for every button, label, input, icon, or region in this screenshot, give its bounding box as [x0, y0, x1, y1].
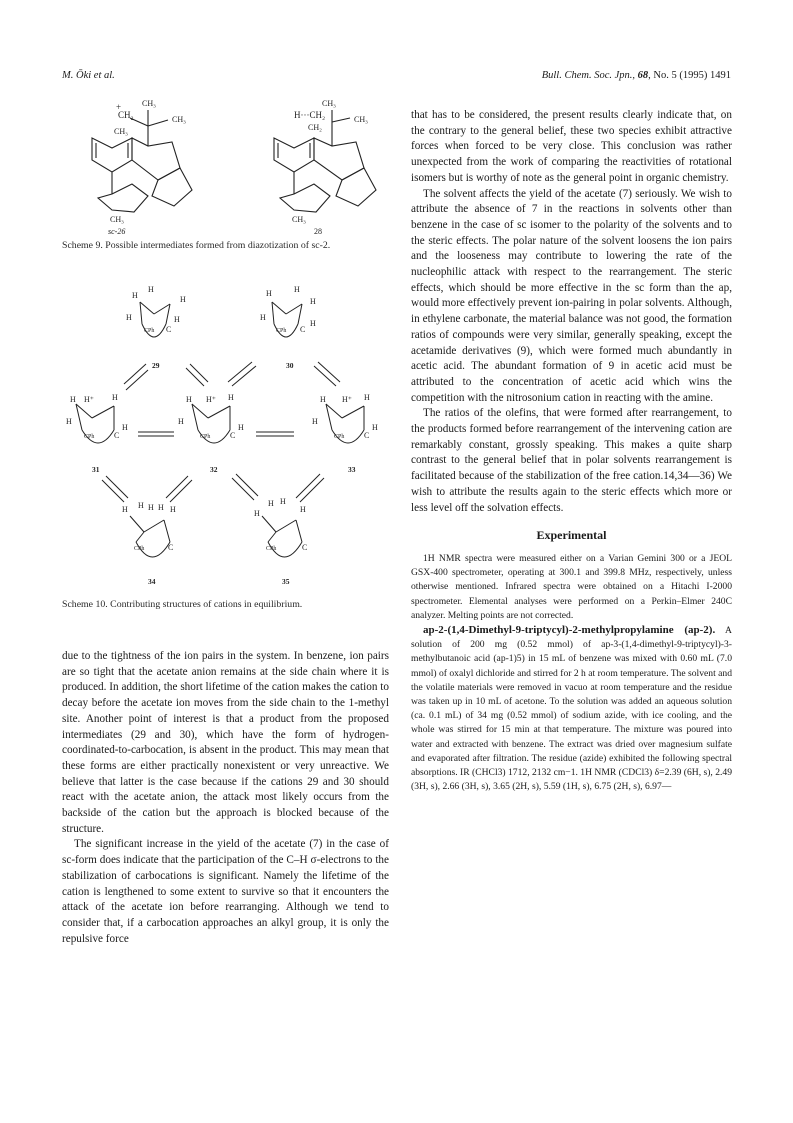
svg-text:CPh: CPh — [266, 546, 277, 552]
svg-text:CH₃: CH₃ — [114, 127, 128, 136]
svg-text:C: C — [114, 431, 120, 440]
label-28: 28 — [314, 227, 322, 236]
scheme9-figure — [62, 98, 389, 236]
svg-text:H: H — [148, 503, 154, 512]
svg-text:H: H — [158, 503, 164, 512]
svg-text:H: H — [228, 393, 234, 402]
paragraph-attractive-forces: that has to be considered, the present results clearly indicate that, on the contrary to the general belief, these two species exhibit attractive forces when forced to be very close. This conclusion was rather unexpected from the work of comparing the reactivities of rotational isomers but is worthy of note as the general point in organic chemistry. — [411, 109, 732, 184]
label-35: 35 — [282, 577, 290, 586]
svg-text:C: C — [302, 543, 308, 552]
svg-text:CPh: CPh — [200, 434, 211, 440]
svg-text:CH₃: CH₃ — [110, 215, 124, 224]
svg-text:C: C — [230, 431, 236, 440]
svg-text:H: H — [310, 319, 316, 328]
svg-text:H: H — [180, 295, 186, 304]
svg-text:H: H — [186, 395, 192, 404]
svg-text:H: H — [238, 423, 244, 432]
paragraph-acetate-yield: The significant increase in the yield of the acetate (7) in the case of sc-form does indicate that the participation of the C–H σ-electrons to the stabilization of carbocations is significant. Namely the lifetime of the cation is lengthened to some extent to survive so that it encounters the attack of the acetate ion before rearranging. Although we tend to consider that, if a carbocation approaches an alkyl group, it is only the repulsive force — [62, 838, 389, 945]
svg-text:H: H — [178, 417, 184, 426]
label-31: 31 — [92, 465, 100, 474]
svg-text:H: H — [126, 313, 132, 322]
structure-31 — [66, 393, 128, 443]
label-34: 34 — [148, 577, 156, 586]
structure-33 — [312, 393, 378, 443]
svg-text:C: C — [166, 325, 172, 334]
running-header-journal — [542, 70, 731, 81]
svg-text:H: H — [132, 291, 138, 300]
scheme10-figure — [62, 280, 389, 592]
paragraph-solvent-effects: The solvent affects the yield of the acetate (7) seriously. We wish to attribute the absence of 7 in the reactions in solvents other than benzene in the case of sc isomer to the polarity of the solvents and to the steric effects. The polar nature of the solvent loosens the ion pairs and the looseness may contribute to lowering the rate of the nucleophilic attack with respect to the rearrangement. The steric effects, which should be more effective in the sc form than the ap, would more effectively prevent ion-pairing in polar solvents. Although, in ethylene carbonate, the material balance was not good, the formation ratios of compounds were very similar, generally speaking, except the acetamide derivatives (9), which were formed much abundantly in acetic acid. The abundant formation of 9 in acetic acid must be attributed to the concentration of acetic acid which wins the competition with the nitrosonium cation in reacting with the amine. — [411, 187, 732, 404]
svg-text:H: H — [266, 289, 272, 298]
label-30: 30 — [286, 361, 294, 370]
molecule-sc26 — [92, 99, 192, 224]
svg-text:CH₂: CH₂ — [118, 110, 134, 120]
svg-text:C: C — [300, 325, 306, 334]
svg-text:H···CH₂: H···CH₂ — [294, 110, 326, 120]
svg-text:H: H — [312, 417, 318, 426]
svg-text:CH₃: CH₃ — [172, 115, 186, 124]
section-title-experimental: Experimental — [536, 528, 607, 543]
svg-text:H: H — [280, 497, 286, 506]
svg-text:H: H — [300, 505, 306, 514]
structure-29 — [126, 285, 186, 337]
svg-text:H: H — [260, 313, 266, 322]
svg-text:H: H — [254, 509, 260, 518]
scheme10-caption: Scheme 10. Contributing structures of cations in equilibrium. — [62, 599, 303, 610]
svg-text:H: H — [268, 499, 274, 508]
svg-text:H: H — [148, 285, 154, 294]
svg-text:CH₃: CH₃ — [142, 99, 156, 108]
structure-30 — [260, 285, 316, 337]
label-sc26: sc-26 — [108, 227, 126, 236]
svg-text:H: H — [372, 423, 378, 432]
svg-text:H: H — [66, 417, 72, 426]
svg-text:H: H — [294, 285, 300, 294]
paragraph-ion-pairs: due to the tightness of the ion pairs in the system. In benzene, ion pairs are so tight that the acetate anion remains at the side chain where it is produced. In addition, the short lifetime of the cation makes the cation to decay before the acetate ion moves from the side chain to the 1-methyl site. Another point of interest is that a product from the proposed intermediates (29 and 30), which have the form of hydrogen-coordinated-to-carbocation, is absent in the product. This may mean that these forms are either practically nonexistent or very unreactive. We believe that latter is the case because if the cations 29 and 30 should react with the acetate anion, the attack most likely occurs from the backside of the cation but the approach is blocked because of the structure. — [62, 650, 389, 835]
svg-text:CPh: CPh — [134, 546, 145, 552]
page-number: 1491 — [710, 70, 731, 81]
structure-34 — [122, 501, 176, 557]
svg-text:H: H — [138, 501, 144, 510]
journal-name: Bull. Chem. Soc. Jpn., — [541, 70, 636, 81]
label-33: 33 — [348, 465, 356, 474]
svg-text:H: H — [70, 395, 76, 404]
svg-text:H⁺: H⁺ — [342, 395, 352, 404]
left-column — [62, 649, 389, 947]
svg-text:C: C — [364, 431, 370, 440]
paragraph-olefin-ratios: The ratios of the olefins, that were formed after rearrangement, to the products formed before rearrangement of the intervening cation are remarkably constant, grossly speaking. This makes a quite sharp contrast to the general belief that in polar solvents rearrangement is facilitated because of the stabilization of the free cation.14,34—36) We wish to attribute the results again to the steric effects which more or less level off the solvation effects. — [411, 407, 732, 514]
svg-text:CH₃: CH₃ — [292, 215, 306, 224]
svg-text:C: C — [168, 543, 174, 552]
molecule-28 — [274, 99, 376, 224]
journal-volume: 68 — [637, 70, 649, 81]
synthesis-procedure: A solution of 200 mg (0.52 mmol) of ap-3-(1,4-dimethyl-9-triptycyl)-3-methylbutanoic acid (ap-1)5) in 15 mL of benzene was mixed with 0.60 mL (7.0 mmol) of oxalyl dichloride and stirred for 2 h at room temperature. The solvent and the volatile materials were removed in vacuo at room temperature and the residue was taken up in 10 mL of acetone. To the solution was added an aqueous solution (ca. 0.1 mL) of 34 mg (0.52 mmol) of sodium azide, with ice cooling, and the whole was stirred for 15 min at that temperature. The mixture was poured into water and extracted with benzene. The extract was dried over magnesium sulfate and evaporated after filtration. The residue (azide) exhibited the following spectral absorptions. IR (CHCl3) 1712, 2132 cm−1. 1H NMR (CDCl3) δ=2.39 (6H, s), 2.49 (3H, s), 2.66 (3H, s), 3.65 (2H, s), 5.59 (1H, s), 6.75 (2H, s), 6.97— — [411, 625, 733, 793]
right-column — [411, 108, 732, 794]
svg-text:H: H — [364, 393, 370, 402]
label-32: 32 — [210, 465, 218, 474]
svg-text:H: H — [112, 393, 118, 402]
compound-heading: ap-2-(1,4-Dimethyl-9-triptycyl)-2-methylpropylamine (ap-2). — [423, 624, 716, 636]
svg-text:H: H — [310, 297, 316, 306]
svg-text:H⁺: H⁺ — [84, 395, 94, 404]
svg-text:CH₃: CH₃ — [322, 99, 336, 108]
paragraph-instruments: 1H NMR spectra were measured either on a Varian Gemini 300 or a JEOL GSX-400 spectrometer, operating at 300.1 and 399.8 MHz, respectively, unless otherwise mentioned. Infrared spectra were obtained on a Hitachi I-2000 spectrometer. Elemental analyses were performed on a Perkin–Elmer 240C analyzer. Melting points are not corrected. — [411, 552, 732, 621]
svg-text:CPh: CPh — [334, 434, 345, 440]
svg-text:CPh: CPh — [276, 328, 287, 334]
svg-text:CPh: CPh — [144, 328, 155, 334]
structure-35 — [254, 497, 307, 557]
svg-text:H: H — [320, 395, 326, 404]
running-header-authors: M. Ōki et al. — [62, 70, 115, 81]
svg-text:H: H — [170, 505, 176, 514]
scheme9-caption: Scheme 9. Possible intermediates formed from diazotization of sc-2. — [62, 240, 331, 251]
svg-text:+: + — [116, 102, 122, 112]
svg-text:H⁺: H⁺ — [206, 395, 216, 404]
svg-text:H: H — [174, 315, 180, 324]
journal-issue: , No. 5 (1995) — [648, 70, 708, 81]
svg-text:CH₃: CH₃ — [354, 115, 368, 124]
svg-text:CH₂: CH₂ — [308, 123, 322, 132]
label-29: 29 — [152, 361, 160, 370]
paragraph-synthesis-ap2 — [411, 623, 732, 794]
svg-text:H: H — [122, 505, 128, 514]
structure-32 — [178, 393, 244, 443]
svg-text:H: H — [122, 423, 128, 432]
svg-text:CPh: CPh — [84, 434, 95, 440]
